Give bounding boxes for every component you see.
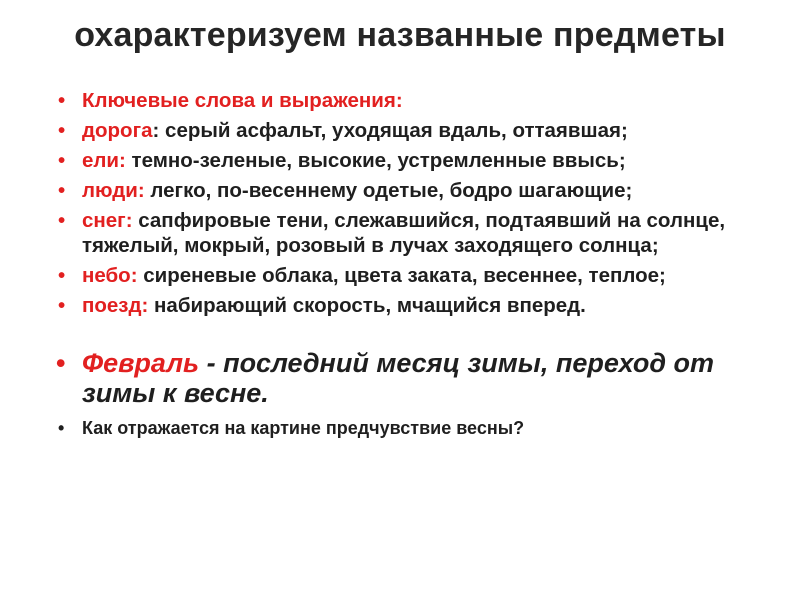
bullet-icon: • bbox=[58, 89, 66, 112]
bullet-icon: • bbox=[58, 179, 66, 202]
bullet-icon: • bbox=[58, 418, 65, 438]
keyword: ели: bbox=[82, 149, 126, 172]
bullet-icon: • bbox=[58, 294, 66, 317]
list-item-sky bbox=[56, 263, 756, 288]
question-item bbox=[56, 416, 756, 440]
keyword: снег: bbox=[82, 209, 133, 232]
bullet-icon: • bbox=[56, 348, 66, 378]
slide-title: охарактеризуем названные предметы bbox=[74, 16, 726, 54]
list-item-snow bbox=[56, 208, 756, 258]
keyword: поезд: bbox=[82, 294, 149, 317]
february-text: - последний месяц зимы, переход от зимы к весне. bbox=[82, 348, 715, 408]
february-statement bbox=[56, 348, 756, 408]
keyword-description: сиреневые облака, цвета заката, весеннее, теплое; bbox=[137, 264, 666, 287]
bullet-list bbox=[56, 88, 756, 445]
february-keyword: Февраль bbox=[82, 348, 200, 378]
bullet-icon: • bbox=[58, 264, 66, 287]
keyword-description: набирающий скорость, мчащийся вперед. bbox=[148, 294, 586, 317]
list-item-road bbox=[56, 118, 756, 143]
question-text: Как отражается на картине предчувствие весны? bbox=[82, 418, 525, 438]
keyword: люди: bbox=[82, 179, 145, 202]
keyword-description: серый асфальт, уходящая вдаль, оттаявшая; bbox=[159, 119, 628, 142]
keyword-description: легко, по-весеннему одетые, бодро шагающие; bbox=[144, 179, 633, 202]
bullet-icon: • bbox=[58, 149, 66, 172]
keywords-heading-item bbox=[56, 88, 756, 113]
keyword-description: темно-зеленые, высокие, устремленные ввысь; bbox=[125, 149, 626, 172]
keywords-heading: Ключевые слова и выражения: bbox=[82, 89, 403, 112]
bullet-icon: • bbox=[58, 119, 66, 142]
keyword: дорога bbox=[82, 119, 153, 142]
keyword-separator: : bbox=[152, 119, 160, 142]
bullet-icon: • bbox=[58, 209, 66, 232]
list-item-people bbox=[56, 178, 756, 203]
keyword: небо: bbox=[82, 264, 138, 287]
list-item-train bbox=[56, 293, 756, 318]
list-item-firs bbox=[56, 148, 756, 173]
keyword-description: сапфировые тени, слежавшийся, подтаявший на солнце, тяжелый, мокрый, розовый в лучах заходящего солнца; bbox=[82, 209, 726, 257]
